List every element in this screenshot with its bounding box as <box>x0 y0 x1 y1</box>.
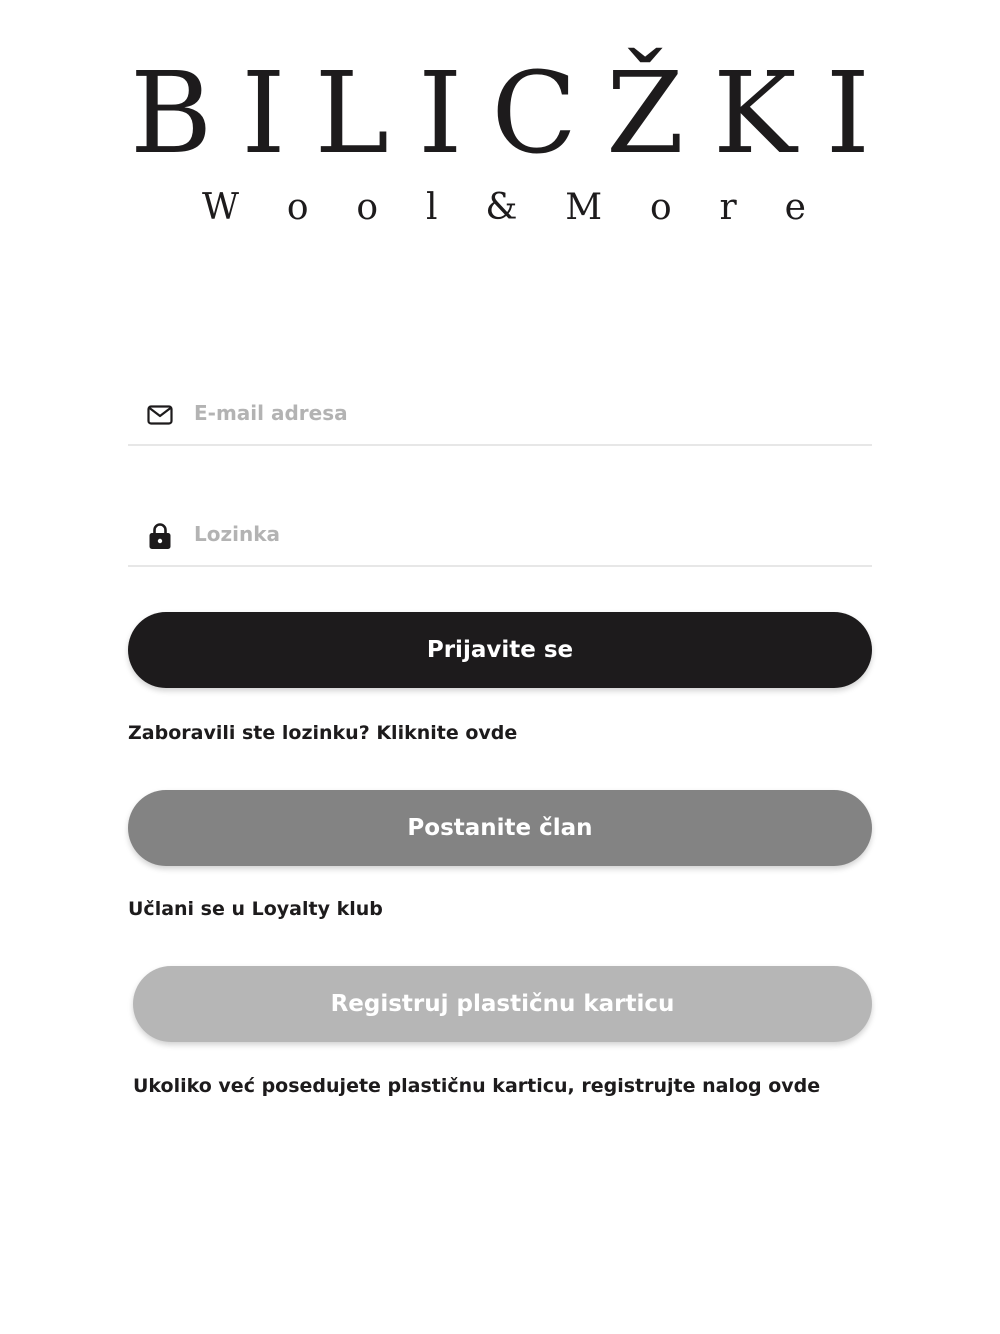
email-input[interactable] <box>194 384 854 442</box>
login-button[interactable]: Prijavite se <box>128 612 872 688</box>
logo-letter: K <box>713 49 797 179</box>
lock-icon <box>146 522 174 550</box>
password-input[interactable] <box>194 505 854 563</box>
logo-letter: C <box>491 49 578 179</box>
email-field[interactable] <box>128 384 872 446</box>
logo-wordmark <box>130 49 870 179</box>
register-card-button[interactable]: Registruj plastičnu karticu <box>133 966 872 1042</box>
become-member-button[interactable]: Postanite član <box>128 790 872 866</box>
logo-letter: B <box>130 49 213 179</box>
tagline-letter: e <box>784 187 806 228</box>
tagline-letter: M <box>565 187 603 228</box>
logo-letter: I <box>241 49 286 179</box>
tagline-letter: o <box>649 187 672 228</box>
loyalty-club-text: Učlani se u Loyalty klub <box>128 898 383 920</box>
tagline-letter: W <box>202 187 240 228</box>
logo-letter: I <box>418 49 463 179</box>
password-field[interactable] <box>128 505 872 567</box>
tagline-letter: o <box>356 187 379 228</box>
logo-tagline <box>202 187 806 228</box>
register-account-link[interactable]: Ukoliko već posedujete plastičnu karticu, registrujte nalog ovde <box>133 1075 821 1097</box>
logo-letter: I <box>825 49 870 179</box>
tagline-letter: r <box>719 187 737 228</box>
forgot-password-link[interactable]: Zaboravili ste lozinku? Kliknite ovde <box>128 722 518 744</box>
logo-letter: L <box>314 49 390 179</box>
logo-letter: Ž <box>606 49 684 179</box>
tagline-letter: o <box>286 187 309 228</box>
brand-logo <box>0 0 1000 260</box>
tagline-letter: l <box>425 187 438 228</box>
envelope-icon <box>146 401 174 429</box>
tagline-letter: & <box>485 187 518 228</box>
